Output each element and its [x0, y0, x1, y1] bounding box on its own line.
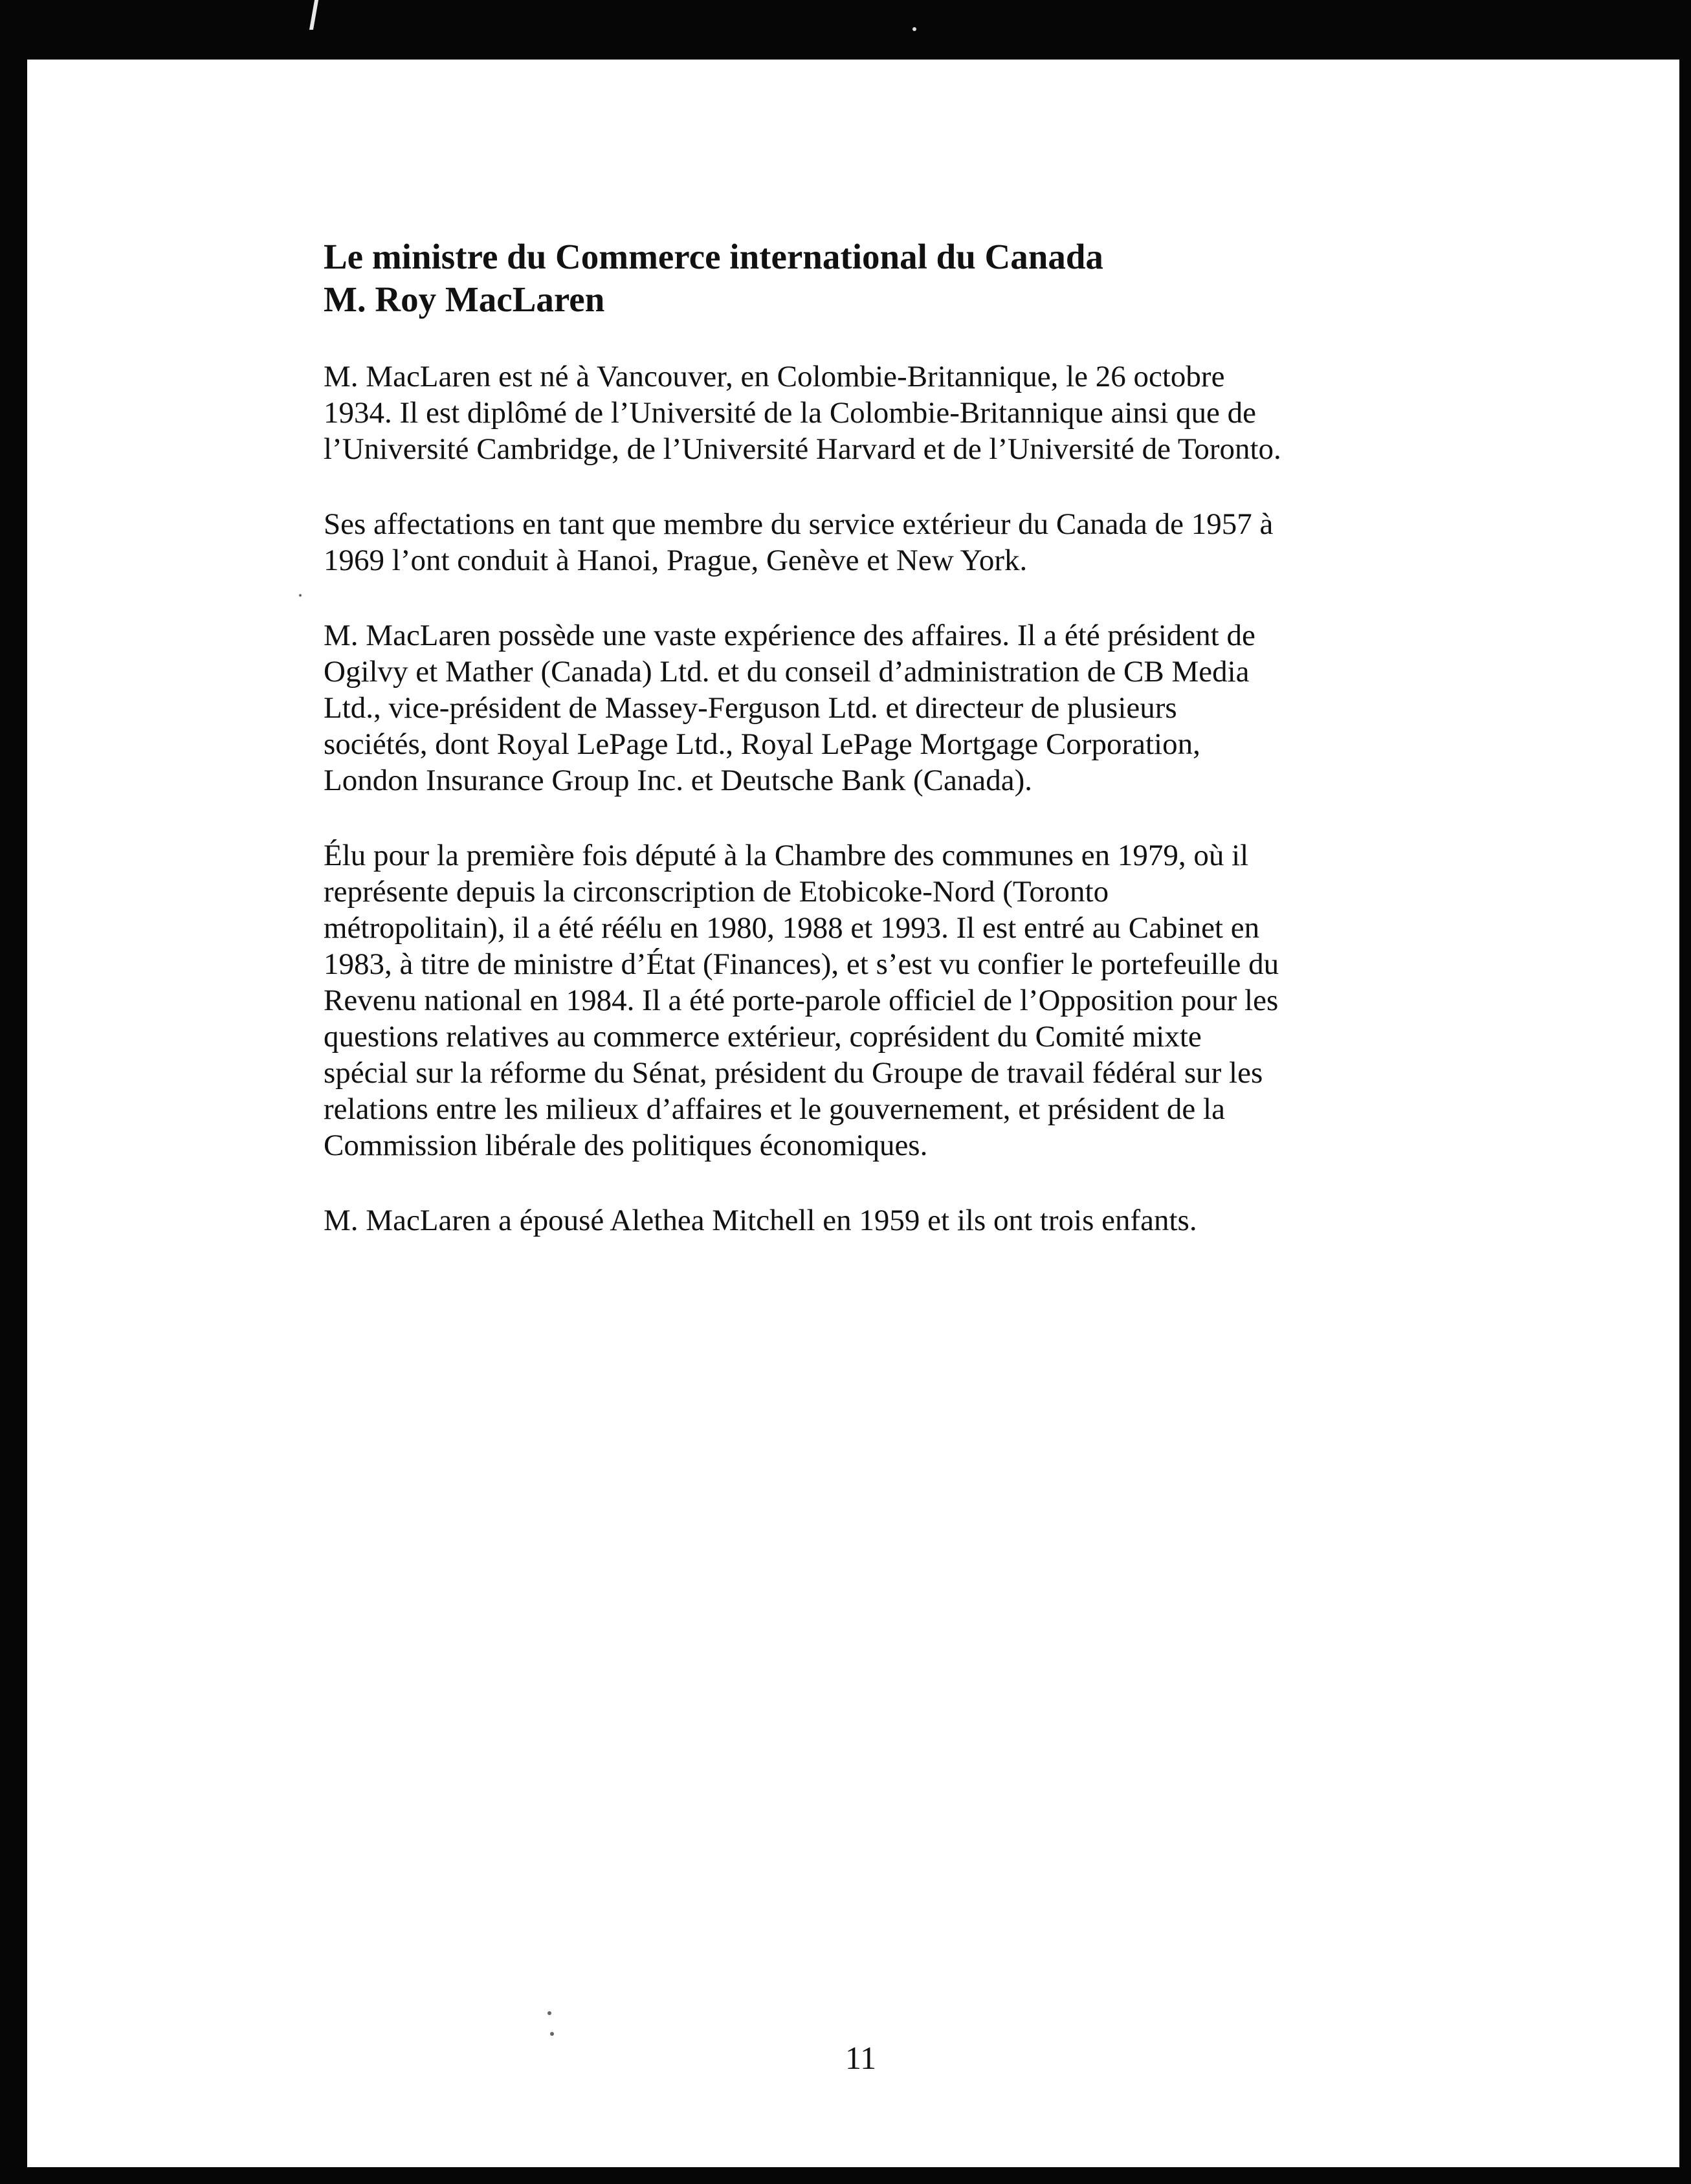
document-body: [324, 236, 1398, 1277]
text-line: Commission libérale des politiques économiques.: [324, 1129, 928, 1162]
text-line: M. MacLaren est né à Vancouver, en Colombie-Britannique, le 26 octobre: [324, 360, 1225, 393]
text-line: Ogilvy et Mather (Canada) Ltd. et du conseil d’administration de CB Media: [324, 655, 1250, 689]
text-line: 1983, à titre de ministre d’État (Finances), et s’est vu confier le portefeuille du: [324, 947, 1279, 981]
scan-speck: [550, 2032, 554, 2036]
text-line: M. MacLaren possède une vaste expérience des affaires. Il a été président de: [324, 619, 1255, 652]
text-line: l’Université Cambridge, de l’Université Harvard et de l’Université de Toronto.: [324, 432, 1281, 466]
text-line: Revenu national en 1984. Il a été porte-parole officiel de l’Opposition pour les: [324, 984, 1279, 1017]
text-line: relations entre les milieux d’affaires et le gouvernement, et président de la: [324, 1092, 1225, 1126]
text-line: Ses affectations en tant que membre du service extérieur du Canada de 1957 à: [324, 507, 1274, 541]
page-number: 11: [845, 2040, 877, 2076]
scan-border-left: [0, 0, 27, 2184]
scan-border-top: [0, 0, 1691, 60]
text-line: représente depuis la circonscription de Etobicoke-Nord (Toronto: [324, 875, 1109, 909]
scan-scratch: [309, 0, 318, 30]
scan-speck: [299, 594, 302, 597]
text-line: Élu pour la première fois député à la Chambre des communes en 1979, où il: [324, 839, 1249, 872]
text-line: sociétés, dont Royal LePage Ltd., Royal LePage Mortgage Corporation,: [324, 727, 1200, 761]
text-line: spécial sur la réforme du Sénat, président du Groupe de travail fédéral sur les: [324, 1056, 1263, 1090]
paragraph-foreign-service: [324, 506, 1398, 579]
text-line: London Insurance Group Inc. et Deutsche Bank (Canada).: [324, 764, 1032, 797]
scan-border-bottom: [0, 2167, 1691, 2184]
text-line: M. MacLaren a épousé Alethea Mitchell en 1959 et ils ont trois enfants.: [324, 1204, 1197, 1237]
title-line: M. Roy MacLaren: [324, 280, 605, 319]
scan-border-right: [1679, 0, 1691, 2184]
scan-speck: [912, 27, 916, 31]
text-line: questions relatives au commerce extérieur, coprésident du Comité mixte: [324, 1020, 1202, 1053]
paragraph-business-experience: [324, 617, 1398, 799]
text-line: 1934. Il est diplômé de l’Université de la Colombie-Britannique ainsi que de: [324, 396, 1257, 430]
text-line: 1969 l’ont conduit à Hanoi, Prague, Genève et New York.: [324, 544, 1028, 577]
scan-speck: [547, 2011, 551, 2015]
paragraph-political-career: [324, 837, 1398, 1164]
title-line: Le ministre du Commerce international du Canada: [324, 237, 1103, 276]
text-line: Ltd., vice-président de Massey-Ferguson Ltd. et directeur de plusieurs: [324, 691, 1177, 725]
text-line: métropolitain), il a été réélu en 1980, 1988 et 1993. Il est entré au Cabinet en: [324, 911, 1260, 945]
paragraph-family: [324, 1202, 1398, 1239]
paragraph-birth-education: [324, 358, 1398, 467]
document-title: [324, 236, 1398, 321]
